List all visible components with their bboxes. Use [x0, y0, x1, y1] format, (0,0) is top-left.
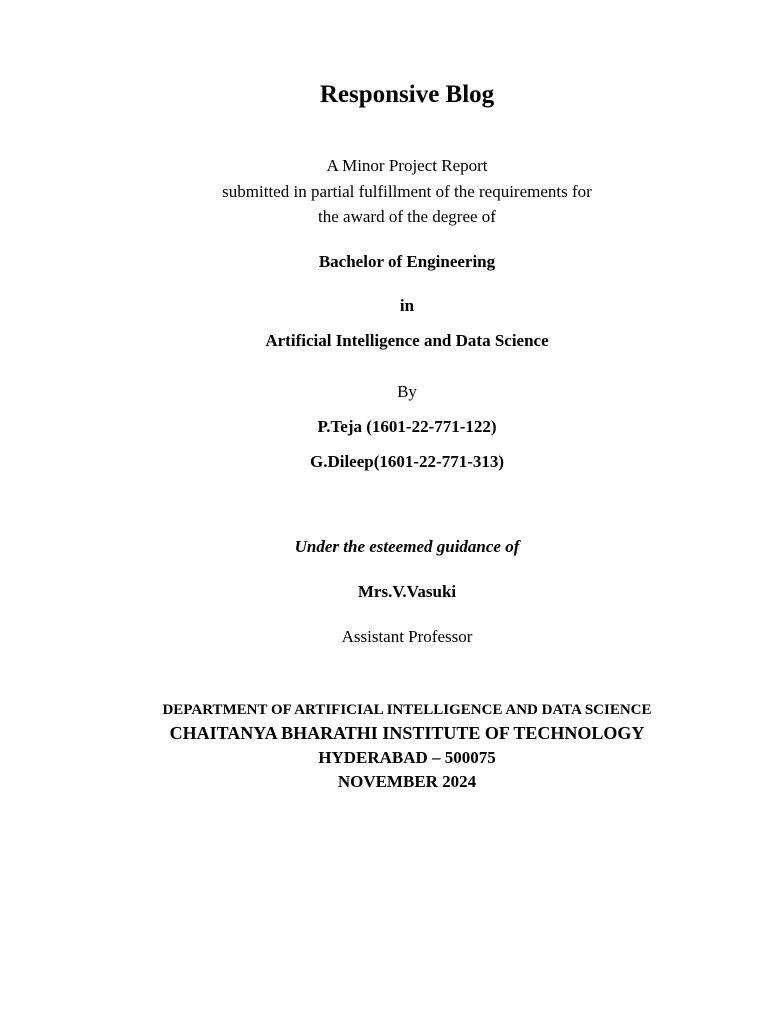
degree-name: Bachelor of Engineering [318, 252, 496, 271]
college-name: CHAITANYA BHARATHI INSTITUTE OF TECHNOLOGY [169, 723, 645, 743]
guide-name: Mrs.V.Vasuki [357, 582, 457, 601]
by-word: By [397, 382, 417, 401]
department-name: DEPARTMENT OF ARTIFICIAL INTELLIGENCE AND DATA SCIENCE [162, 702, 652, 718]
guidance-line: Under the esteemed guidance of [294, 537, 520, 556]
author-2: G.Dileep(1601-22-771-313) [309, 452, 505, 471]
report-line-3: the award of the degree of [318, 207, 496, 226]
guide-designation: Assistant Professor [341, 627, 473, 646]
city-line: HYDERABAD – 500075 [318, 748, 496, 767]
author-1: P.Teja (1601-22-771-122) [317, 417, 497, 436]
in-word: in [399, 296, 415, 315]
report-line-2: submitted in partial fulfillment of the requirements for [222, 182, 592, 201]
project-title: Responsive Blog [319, 81, 495, 108]
submission-date: NOVEMBER 2024 [337, 772, 477, 791]
report-line-1: A Minor Project Report [326, 156, 488, 175]
branch-name: Artificial Intelligence and Data Science [265, 331, 549, 350]
